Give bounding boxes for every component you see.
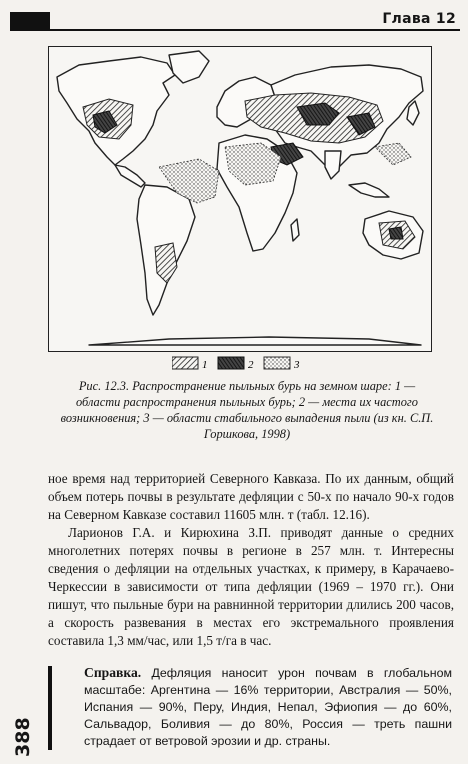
page-header bbox=[0, 0, 468, 36]
note-bar bbox=[48, 666, 52, 750]
continent-greenland bbox=[169, 51, 209, 83]
region-deposition-pacific bbox=[375, 143, 411, 165]
header-marker bbox=[10, 12, 50, 30]
continent-antarctica bbox=[89, 337, 421, 345]
world-map bbox=[49, 47, 431, 351]
continent-indonesia bbox=[349, 183, 389, 197]
header-rule bbox=[10, 29, 460, 31]
paragraph-2: Ларионов Г.А. и Кирюхина З.П. приводят данные о средних многолетних потерях почвы в регионе в 257 млн. т. Интересны сведения о дефляции на отдельных участках, к примеру, в Карачаево-Черкессии в зависимости от типа дефляции (1969 – 1970 гг.). Они пишут, что пыльные бури на равнинной территории длились 200 часов, а скорость развевания в местах его экстремального проявления составила 1,3 мм/час, или 1,5 т/га в час. bbox=[48, 525, 454, 648]
legend-swatch-3 bbox=[264, 357, 290, 369]
note-body bbox=[84, 664, 452, 750]
continent-india bbox=[325, 151, 341, 179]
continent-madagascar bbox=[291, 219, 299, 241]
continent-central-america bbox=[115, 165, 145, 187]
legend-swatch-1 bbox=[172, 357, 198, 369]
page-number: 388 bbox=[12, 717, 34, 757]
legend-label-2: 2 bbox=[248, 359, 254, 371]
legend-label-3: 3 bbox=[294, 359, 300, 371]
body-text bbox=[48, 470, 454, 650]
reference-note bbox=[48, 664, 452, 750]
region-frequent-au bbox=[389, 227, 403, 239]
legend-label-1: 1 bbox=[202, 359, 208, 371]
world-map-figure bbox=[48, 46, 432, 352]
chapter-title: Глава 12 bbox=[382, 11, 456, 27]
legend-swatch-2 bbox=[218, 357, 244, 369]
note-text: Дефляция наносит урон почвам в глобальном масштабе: Аргентина — 16% территории, Австралия — 50%, Испания — 90%, Перу, Индия, Непал, Эфиопия — до 60%, Сальвадор, Боливия — до 80%, Россия — треть пашни страдает от ветровой эрозии и др. страны. bbox=[84, 666, 452, 748]
continent-japan bbox=[407, 101, 419, 125]
note-label: Справка. bbox=[84, 665, 142, 680]
figure-caption: Рис. 12.3. Распространение пыльных бурь на земном шаре: 1 — области распространения пыльных бурь; 2 — места их частого возникновения; 3 — области стабильного выпадения пыли (из кн. С.П. Горшкова, 1998) bbox=[60, 379, 434, 441]
legend-swatches bbox=[172, 355, 302, 371]
paragraph-1: ное время над территорией Северного Кавказа. По их данным, общий объем потерь почвы в результате дефляции с 50-х по начало 90-х годов на Северном Кавказе составил 11605 млн. т (табл. 12.16). bbox=[48, 471, 454, 522]
map-legend bbox=[172, 355, 302, 371]
